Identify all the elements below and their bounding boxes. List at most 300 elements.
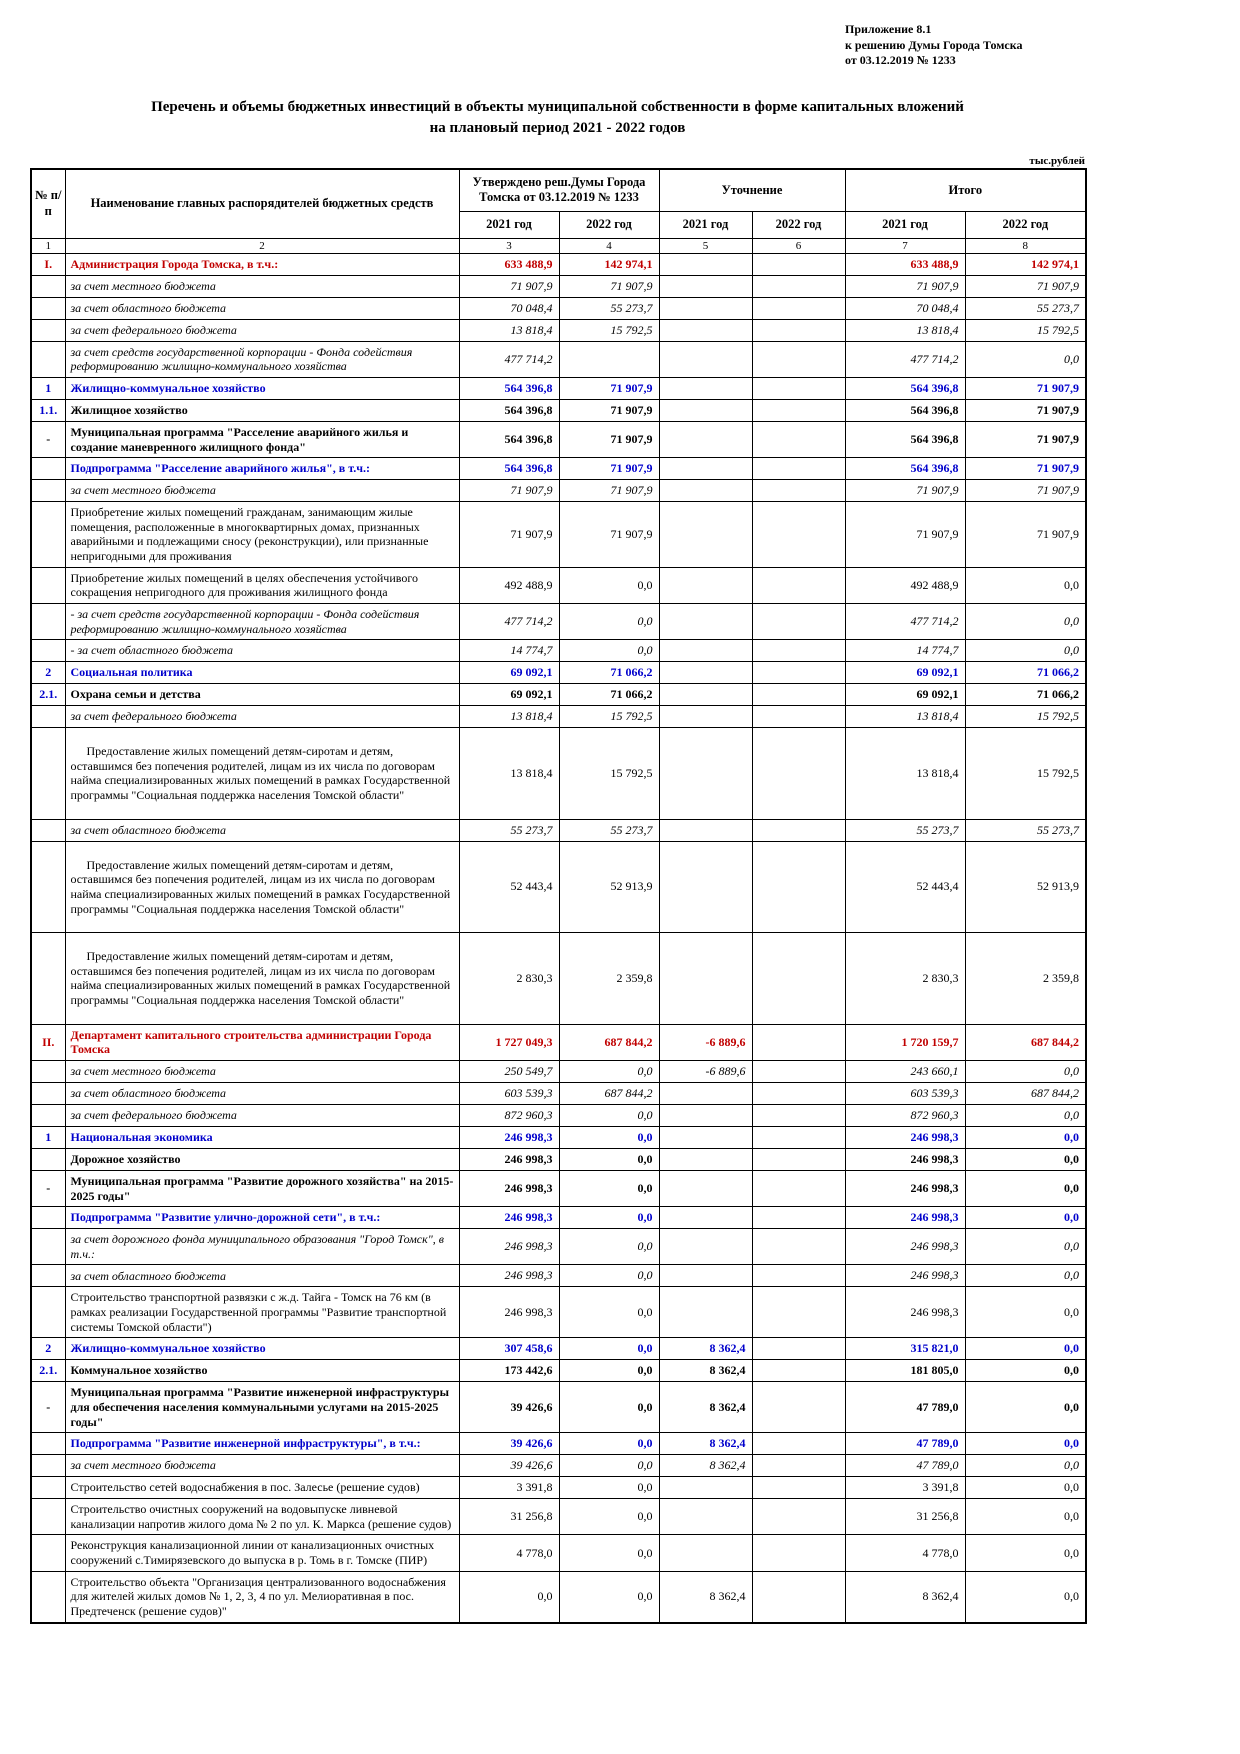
row-value-cell: 15 792,5 bbox=[965, 706, 1086, 728]
row-value-cell: 0,0 bbox=[559, 1477, 659, 1499]
row-value-cell: 633 488,9 bbox=[845, 253, 965, 275]
row-value-cell: 246 998,3 bbox=[459, 1229, 559, 1265]
table-row bbox=[31, 1082, 1086, 1104]
row-value-cell: 2 359,8 bbox=[559, 933, 659, 1025]
row-value-cell: 0,0 bbox=[559, 567, 659, 603]
row-value-cell bbox=[752, 1382, 845, 1433]
row-number-cell bbox=[31, 275, 65, 297]
row-value-cell: 243 660,1 bbox=[845, 1060, 965, 1082]
table-row bbox=[31, 1126, 1086, 1148]
row-value-cell: 0,0 bbox=[965, 1126, 1086, 1148]
row-value-cell: 52 443,4 bbox=[845, 841, 965, 933]
table-row bbox=[31, 841, 1086, 933]
row-value-cell: 71 066,2 bbox=[965, 684, 1086, 706]
row-value-cell bbox=[752, 640, 845, 662]
budget-table bbox=[30, 168, 1087, 1624]
row-name-cell: Муниципальная программа "Расселение аварийного жилья и создание маневренного жилищного фонда" bbox=[65, 421, 459, 457]
row-value-cell: 246 998,3 bbox=[845, 1207, 965, 1229]
row-number-cell: 1.1. bbox=[31, 399, 65, 421]
header-group-adjustment: Уточнение bbox=[659, 169, 845, 212]
row-value-cell: 71 907,9 bbox=[845, 480, 965, 502]
row-name-cell: - за счет областного бюджета bbox=[65, 640, 459, 662]
page-title-line-2: на плановый период 2021 - 2022 годов bbox=[429, 119, 686, 136]
row-value-cell: 564 396,8 bbox=[459, 399, 559, 421]
row-value-cell: 246 998,3 bbox=[459, 1207, 559, 1229]
row-value-cell: 687 844,2 bbox=[965, 1082, 1086, 1104]
row-value-cell: 3 391,8 bbox=[845, 1477, 965, 1499]
table-row bbox=[31, 1499, 1086, 1535]
row-value-cell: 0,0 bbox=[965, 1148, 1086, 1170]
row-value-cell: 564 396,8 bbox=[845, 421, 965, 457]
row-value-cell: 246 998,3 bbox=[459, 1265, 559, 1287]
header-group-approved: Утверждено реш.Думы Города Томска от 03.12.2019 № 1233 bbox=[459, 169, 659, 212]
row-value-cell: 55 273,7 bbox=[845, 819, 965, 841]
table-row bbox=[31, 662, 1086, 684]
row-value-cell bbox=[752, 275, 845, 297]
row-value-cell: 0,0 bbox=[965, 1287, 1086, 1338]
row-value-cell: 0,0 bbox=[559, 1338, 659, 1360]
row-number-cell bbox=[31, 319, 65, 341]
row-value-cell bbox=[752, 819, 845, 841]
table-body bbox=[31, 253, 1086, 1622]
row-value-cell bbox=[752, 1229, 845, 1265]
table-row bbox=[31, 1571, 1086, 1622]
row-value-cell: 872 960,3 bbox=[845, 1104, 965, 1126]
row-value-cell: 71 907,9 bbox=[559, 502, 659, 568]
row-name-cell: за счет местного бюджета bbox=[65, 1455, 459, 1477]
row-value-cell: 3 391,8 bbox=[459, 1477, 559, 1499]
row-value-cell: 0,0 bbox=[965, 1535, 1086, 1571]
row-value-cell bbox=[752, 1535, 845, 1571]
row-name-cell: Строительство очистных сооружений на водовыпуске ливневой канализации напротив жилого дома № 2 по ул. К. Маркса (решение судов) bbox=[65, 1499, 459, 1535]
row-value-cell bbox=[659, 297, 752, 319]
row-name-cell: за счет федерального бюджета bbox=[65, 706, 459, 728]
table-row bbox=[31, 1360, 1086, 1382]
row-name-cell: Муниципальная программа "Развитие дорожного хозяйства" на 2015-2025 годы" bbox=[65, 1170, 459, 1206]
row-number-cell bbox=[31, 933, 65, 1025]
row-value-cell: 69 092,1 bbox=[459, 662, 559, 684]
row-value-cell bbox=[659, 1265, 752, 1287]
column-index: 1 bbox=[31, 238, 65, 253]
row-value-cell: 69 092,1 bbox=[845, 684, 965, 706]
row-value-cell: 0,0 bbox=[559, 1265, 659, 1287]
row-value-cell bbox=[659, 1477, 752, 1499]
row-value-cell: 0,0 bbox=[559, 640, 659, 662]
row-value-cell: 8 362,4 bbox=[659, 1571, 752, 1622]
row-value-cell: 0,0 bbox=[559, 1535, 659, 1571]
row-value-cell bbox=[752, 341, 845, 377]
row-value-cell bbox=[659, 819, 752, 841]
row-value-cell: 39 426,6 bbox=[459, 1455, 559, 1477]
row-value-cell: 71 907,9 bbox=[459, 502, 559, 568]
row-value-cell: 0,0 bbox=[965, 1265, 1086, 1287]
row-name-cell: Администрация Города Томска, в т.ч.: bbox=[65, 253, 459, 275]
row-value-cell: 71 907,9 bbox=[559, 458, 659, 480]
row-name-cell: Предоставление жилых помещений детям-сиротам и детям, оставшимся без попечения родителей, лицам из их числа по договорам найма специализированных жилых помещений в рамках Государственной программы "Социальная поддержка населения Томской области" bbox=[65, 728, 459, 820]
units-label: тыс.рублей bbox=[1029, 154, 1085, 167]
row-value-cell: 71 907,9 bbox=[965, 421, 1086, 457]
row-value-cell: 8 362,4 bbox=[845, 1571, 965, 1622]
row-value-cell bbox=[752, 1104, 845, 1126]
row-number-cell: 1 bbox=[31, 1126, 65, 1148]
table-row bbox=[31, 253, 1086, 275]
row-value-cell: 0,0 bbox=[459, 1571, 559, 1622]
row-value-cell: 250 549,7 bbox=[459, 1060, 559, 1082]
row-value-cell: 13 818,4 bbox=[459, 319, 559, 341]
row-number-cell bbox=[31, 458, 65, 480]
row-value-cell: 0,0 bbox=[559, 1571, 659, 1622]
row-value-cell bbox=[659, 377, 752, 399]
row-value-cell bbox=[752, 1477, 845, 1499]
row-number-cell bbox=[31, 341, 65, 377]
row-value-cell: 0,0 bbox=[559, 1126, 659, 1148]
row-value-cell: 14 774,7 bbox=[845, 640, 965, 662]
row-value-cell: 0,0 bbox=[965, 1499, 1086, 1535]
row-value-cell: 71 907,9 bbox=[559, 480, 659, 502]
row-value-cell: 564 396,8 bbox=[845, 377, 965, 399]
table-row bbox=[31, 1455, 1086, 1477]
table-row bbox=[31, 603, 1086, 639]
table-row bbox=[31, 728, 1086, 820]
row-value-cell: 872 960,3 bbox=[459, 1104, 559, 1126]
header-year: 2021 год bbox=[459, 212, 559, 239]
row-name-cell: Жилищно-коммунальное хозяйство bbox=[65, 1338, 459, 1360]
row-value-cell: 0,0 bbox=[965, 1433, 1086, 1455]
row-name-cell: Социальная политика bbox=[65, 662, 459, 684]
row-value-cell: 0,0 bbox=[965, 1571, 1086, 1622]
table-row bbox=[31, 1229, 1086, 1265]
row-value-cell: 2 359,8 bbox=[965, 933, 1086, 1025]
row-value-cell bbox=[659, 640, 752, 662]
table-row bbox=[31, 1170, 1086, 1206]
table-row bbox=[31, 1535, 1086, 1571]
page-title bbox=[30, 97, 1085, 139]
row-value-cell: 69 092,1 bbox=[845, 662, 965, 684]
row-value-cell bbox=[659, 399, 752, 421]
row-value-cell: 477 714,2 bbox=[459, 603, 559, 639]
table-row bbox=[31, 1148, 1086, 1170]
row-name-cell: за счет местного бюджета bbox=[65, 1060, 459, 1082]
row-value-cell: 71 907,9 bbox=[965, 458, 1086, 480]
row-number-cell bbox=[31, 1433, 65, 1455]
row-name-cell: за счет областного бюджета bbox=[65, 297, 459, 319]
row-value-cell: 71 907,9 bbox=[965, 399, 1086, 421]
row-value-cell: 0,0 bbox=[559, 1287, 659, 1338]
row-value-cell: 564 396,8 bbox=[845, 399, 965, 421]
column-index: 6 bbox=[752, 238, 845, 253]
row-value-cell bbox=[659, 684, 752, 706]
row-value-cell bbox=[752, 567, 845, 603]
row-number-cell: 2 bbox=[31, 662, 65, 684]
row-value-cell: 52 443,4 bbox=[459, 841, 559, 933]
row-value-cell: 0,0 bbox=[559, 1060, 659, 1082]
row-value-cell: 0,0 bbox=[559, 1229, 659, 1265]
row-value-cell: 14 774,7 bbox=[459, 640, 559, 662]
row-value-cell: 603 539,3 bbox=[845, 1082, 965, 1104]
row-value-cell: 246 998,3 bbox=[459, 1170, 559, 1206]
row-value-cell: 633 488,9 bbox=[459, 253, 559, 275]
row-number-cell bbox=[31, 1287, 65, 1338]
row-value-cell bbox=[752, 421, 845, 457]
row-value-cell bbox=[752, 1287, 845, 1338]
row-value-cell: 246 998,3 bbox=[845, 1229, 965, 1265]
row-value-cell bbox=[752, 1082, 845, 1104]
table-header bbox=[31, 169, 1086, 253]
row-number-cell bbox=[31, 1060, 65, 1082]
row-value-cell: 4 778,0 bbox=[845, 1535, 965, 1571]
row-value-cell: 71 907,9 bbox=[459, 275, 559, 297]
table-row bbox=[31, 502, 1086, 568]
row-name-cell: Подпрограмма "Развитие инженерной инфраструктуры", в т.ч.: bbox=[65, 1433, 459, 1455]
row-value-cell: 0,0 bbox=[965, 1338, 1086, 1360]
row-value-cell: 71 907,9 bbox=[559, 275, 659, 297]
row-name-cell: Подпрограмма "Расселение аварийного жилья", в т.ч.: bbox=[65, 458, 459, 480]
row-number-cell: - bbox=[31, 1382, 65, 1433]
row-value-cell: 0,0 bbox=[965, 1207, 1086, 1229]
row-value-cell: 71 066,2 bbox=[965, 662, 1086, 684]
row-value-cell bbox=[659, 1499, 752, 1535]
row-value-cell: 55 273,7 bbox=[559, 297, 659, 319]
row-value-cell: 2 830,3 bbox=[845, 933, 965, 1025]
row-value-cell: 71 907,9 bbox=[845, 502, 965, 568]
row-value-cell: 0,0 bbox=[559, 1455, 659, 1477]
row-value-cell: 31 256,8 bbox=[845, 1499, 965, 1535]
row-value-cell: 15 792,5 bbox=[559, 319, 659, 341]
row-number-cell bbox=[31, 1082, 65, 1104]
row-value-cell bbox=[659, 841, 752, 933]
row-value-cell: 1 720 159,7 bbox=[845, 1024, 965, 1060]
row-value-cell: 564 396,8 bbox=[845, 458, 965, 480]
row-value-cell: 71 907,9 bbox=[965, 480, 1086, 502]
header-year: 2022 год bbox=[965, 212, 1086, 239]
row-number-cell bbox=[31, 502, 65, 568]
row-name-cell: Муниципальная программа "Развитие инженерной инфраструктуры для обеспечения населения коммунальными услугами на 2015-2025 годы" bbox=[65, 1382, 459, 1433]
row-value-cell: 15 792,5 bbox=[965, 319, 1086, 341]
row-value-cell: 142 974,1 bbox=[559, 253, 659, 275]
table-row bbox=[31, 706, 1086, 728]
table-row bbox=[31, 480, 1086, 502]
row-value-cell: 71 907,9 bbox=[965, 502, 1086, 568]
appendix-block bbox=[30, 22, 1085, 69]
header-year: 2022 год bbox=[752, 212, 845, 239]
row-value-cell: 0,0 bbox=[965, 640, 1086, 662]
row-number-cell bbox=[31, 1499, 65, 1535]
column-index: 8 bbox=[965, 238, 1086, 253]
row-number-cell bbox=[31, 706, 65, 728]
row-name-cell: за счет федерального бюджета bbox=[65, 319, 459, 341]
row-name-cell: - за счет средств государственной корпорации - Фонда содействия реформированию жилищно-коммунального хозяйства bbox=[65, 603, 459, 639]
row-value-cell bbox=[659, 502, 752, 568]
row-value-cell: 492 488,9 bbox=[845, 567, 965, 603]
row-name-cell: за счет областного бюджета bbox=[65, 1265, 459, 1287]
table-row bbox=[31, 297, 1086, 319]
row-name-cell: Реконструкция канализационной линии от канализационных очистных сооружений с.Тимирязевского до выпуска в р. Томь в г. Томске (ПИР) bbox=[65, 1535, 459, 1571]
row-value-cell: -6 889,6 bbox=[659, 1060, 752, 1082]
row-value-cell bbox=[752, 1455, 845, 1477]
row-name-cell: за счет средств государственной корпорации - Фонда содействия реформированию жилищно-коммунального хозяйства bbox=[65, 341, 459, 377]
row-value-cell bbox=[752, 297, 845, 319]
row-name-cell: Дорожное хозяйство bbox=[65, 1148, 459, 1170]
row-value-cell: 71 066,2 bbox=[559, 662, 659, 684]
row-value-cell bbox=[659, 480, 752, 502]
row-number-cell bbox=[31, 480, 65, 502]
row-value-cell bbox=[752, 1126, 845, 1148]
row-value-cell: 8 362,4 bbox=[659, 1433, 752, 1455]
row-value-cell: 70 048,4 bbox=[459, 297, 559, 319]
table-row bbox=[31, 341, 1086, 377]
row-value-cell: 0,0 bbox=[965, 567, 1086, 603]
row-value-cell bbox=[752, 253, 845, 275]
table-row bbox=[31, 1207, 1086, 1229]
table-row bbox=[31, 1382, 1086, 1433]
row-value-cell bbox=[659, 1207, 752, 1229]
row-name-cell: за счет областного бюджета bbox=[65, 1082, 459, 1104]
row-value-cell: 47 789,0 bbox=[845, 1433, 965, 1455]
row-value-cell bbox=[659, 253, 752, 275]
row-value-cell: 71 907,9 bbox=[559, 421, 659, 457]
row-value-cell bbox=[752, 1207, 845, 1229]
row-number-cell: I. bbox=[31, 253, 65, 275]
row-value-cell bbox=[752, 706, 845, 728]
row-value-cell bbox=[659, 319, 752, 341]
row-number-cell bbox=[31, 640, 65, 662]
row-value-cell: 71 907,9 bbox=[965, 377, 1086, 399]
row-value-cell bbox=[752, 684, 845, 706]
row-value-cell bbox=[659, 1170, 752, 1206]
row-value-cell bbox=[752, 480, 845, 502]
row-number-cell: 2.1. bbox=[31, 684, 65, 706]
row-number-cell bbox=[31, 1571, 65, 1622]
row-name-cell: Строительство транспортной развязки с ж.д. Тайга - Томск на 76 км (в рамках реализации Государственной программы "Развитие транспортной системы Томской области") bbox=[65, 1287, 459, 1338]
row-value-cell: 0,0 bbox=[965, 1360, 1086, 1382]
row-value-cell bbox=[752, 603, 845, 639]
row-value-cell: 246 998,3 bbox=[459, 1148, 559, 1170]
row-value-cell: 181 805,0 bbox=[845, 1360, 965, 1382]
table-row bbox=[31, 684, 1086, 706]
row-value-cell: 0,0 bbox=[965, 1455, 1086, 1477]
row-value-cell bbox=[752, 458, 845, 480]
column-index: 3 bbox=[459, 238, 559, 253]
row-value-cell bbox=[659, 275, 752, 297]
row-value-cell bbox=[659, 1104, 752, 1126]
row-value-cell: 0,0 bbox=[965, 341, 1086, 377]
row-value-cell: 71 907,9 bbox=[459, 480, 559, 502]
row-value-cell: 0,0 bbox=[559, 1207, 659, 1229]
row-value-cell bbox=[752, 1571, 845, 1622]
row-value-cell: 13 818,4 bbox=[459, 728, 559, 820]
row-value-cell: 55 273,7 bbox=[559, 819, 659, 841]
row-value-cell: 0,0 bbox=[965, 1104, 1086, 1126]
row-name-cell: Предоставление жилых помещений детям-сиротам и детям, оставшимся без попечения родителей, лицам из их числа по договорам найма специализированных жилых помещений в рамках Государственной программы "Социальная поддержка населения Томской области" bbox=[65, 841, 459, 933]
row-value-cell: 55 273,7 bbox=[459, 819, 559, 841]
row-value-cell bbox=[659, 1287, 752, 1338]
row-value-cell: 70 048,4 bbox=[845, 297, 965, 319]
table-row bbox=[31, 377, 1086, 399]
row-value-cell bbox=[659, 421, 752, 457]
row-value-cell: 687 844,2 bbox=[559, 1024, 659, 1060]
row-name-cell: за счет федерального бюджета bbox=[65, 1104, 459, 1126]
row-value-cell bbox=[752, 502, 845, 568]
row-value-cell: 246 998,3 bbox=[845, 1287, 965, 1338]
row-value-cell: 0,0 bbox=[559, 1104, 659, 1126]
row-value-cell bbox=[752, 1060, 845, 1082]
row-value-cell bbox=[659, 706, 752, 728]
table-row bbox=[31, 1104, 1086, 1126]
row-name-cell: за счет местного бюджета bbox=[65, 275, 459, 297]
row-value-cell: 13 818,4 bbox=[845, 728, 965, 820]
row-value-cell: 603 539,3 bbox=[459, 1082, 559, 1104]
row-value-cell: 15 792,5 bbox=[965, 728, 1086, 820]
row-value-cell bbox=[752, 1499, 845, 1535]
row-value-cell: 564 396,8 bbox=[459, 377, 559, 399]
row-number-cell: 1 bbox=[31, 377, 65, 399]
row-number-cell bbox=[31, 1477, 65, 1499]
row-value-cell: 8 362,4 bbox=[659, 1338, 752, 1360]
header-year: 2021 год bbox=[659, 212, 752, 239]
table-row bbox=[31, 567, 1086, 603]
row-number-cell bbox=[31, 728, 65, 820]
row-value-cell: 0,0 bbox=[559, 1499, 659, 1535]
row-value-cell bbox=[659, 933, 752, 1025]
header-year: 2021 год bbox=[845, 212, 965, 239]
row-value-cell bbox=[752, 933, 845, 1025]
row-value-cell bbox=[752, 1265, 845, 1287]
row-value-cell: 315 821,0 bbox=[845, 1338, 965, 1360]
table-row bbox=[31, 1060, 1086, 1082]
column-index: 2 bbox=[65, 238, 459, 253]
row-name-cell: Предоставление жилых помещений детям-сиротам и детям, оставшимся без попечения родителей, лицам из их числа по договорам найма специализированных жилых помещений в рамках Государственной программы "Социальная поддержка населения Томской области" bbox=[65, 933, 459, 1025]
header-year: 2022 год bbox=[559, 212, 659, 239]
table-row bbox=[31, 1265, 1086, 1287]
row-value-cell bbox=[752, 319, 845, 341]
row-name-cell: за счет местного бюджета bbox=[65, 480, 459, 502]
column-index: 5 bbox=[659, 238, 752, 253]
row-value-cell: 246 998,3 bbox=[845, 1126, 965, 1148]
row-number-cell bbox=[31, 1535, 65, 1571]
row-value-cell: 246 998,3 bbox=[459, 1287, 559, 1338]
row-number-cell: - bbox=[31, 421, 65, 457]
row-number-cell bbox=[31, 1148, 65, 1170]
row-value-cell bbox=[659, 662, 752, 684]
row-name-cell: Охрана семьи и детства bbox=[65, 684, 459, 706]
row-number-cell bbox=[31, 1104, 65, 1126]
row-value-cell bbox=[659, 458, 752, 480]
row-value-cell bbox=[659, 1126, 752, 1148]
row-value-cell: 31 256,8 bbox=[459, 1499, 559, 1535]
row-value-cell: 0,0 bbox=[559, 1360, 659, 1382]
appendix-line-2: к решению Думы Города Томска bbox=[845, 37, 1023, 52]
table-row bbox=[31, 319, 1086, 341]
row-name-cell: Подпрограмма "Развитие улично-дорожной сети", в т.ч.: bbox=[65, 1207, 459, 1229]
row-value-cell: 15 792,5 bbox=[559, 706, 659, 728]
table-row bbox=[31, 819, 1086, 841]
row-value-cell: 0,0 bbox=[965, 1170, 1086, 1206]
table-row bbox=[31, 1477, 1086, 1499]
row-value-cell bbox=[659, 341, 752, 377]
row-value-cell bbox=[752, 399, 845, 421]
row-value-cell bbox=[752, 1360, 845, 1382]
row-value-cell: 246 998,3 bbox=[459, 1126, 559, 1148]
row-name-cell: Приобретение жилых помещений в целях обеспечения устойчивого сокращения непригодного для проживания жилищного фонда bbox=[65, 567, 459, 603]
row-value-cell: 8 362,4 bbox=[659, 1360, 752, 1382]
row-value-cell bbox=[659, 1229, 752, 1265]
row-value-cell: 15 792,5 bbox=[559, 728, 659, 820]
row-value-cell: 71 907,9 bbox=[559, 399, 659, 421]
row-number-cell: II. bbox=[31, 1024, 65, 1060]
row-value-cell: 142 974,1 bbox=[965, 253, 1086, 275]
row-value-cell bbox=[752, 1024, 845, 1060]
row-name-cell: Жилищно-коммунальное хозяйство bbox=[65, 377, 459, 399]
